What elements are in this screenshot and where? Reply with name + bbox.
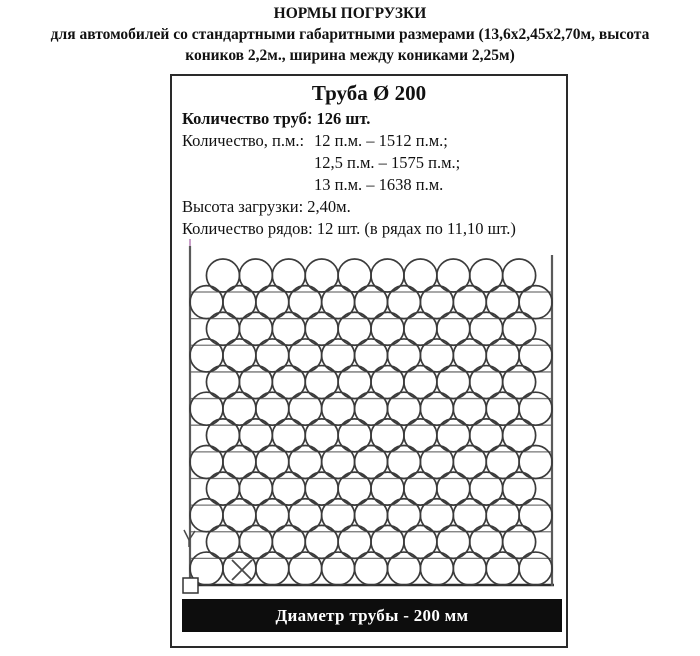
spec-pipe-count: Количество труб: 126 шт. (182, 109, 371, 128)
spec-length-row-1 (182, 130, 566, 152)
page-subtitle-line1: для автомобилей со стандартными габаритными размерами (13,6х2,45х2,70м, высота (50, 26, 650, 43)
spec-length-row-2 (182, 152, 566, 174)
origin-corner-square (183, 578, 198, 593)
pipe-circle (453, 552, 486, 585)
pipe-diameter-text: Диаметр трубы - 200 мм (275, 605, 469, 625)
pipe-diameter-label (182, 599, 562, 632)
pipe-circle (355, 552, 388, 585)
pipe-circle (387, 552, 420, 585)
pipe-circle (322, 552, 355, 585)
norm-card (170, 74, 568, 648)
pipe-circle (486, 552, 519, 585)
pipe-circle (420, 552, 453, 585)
pipe-circle (519, 552, 552, 585)
card-title: Труба Ø 200 (311, 81, 427, 105)
spec-length-row-3 (182, 174, 566, 196)
pipe-stack-diagram (172, 234, 566, 599)
pipe-circle (256, 552, 289, 585)
spec-length-label: Количество, п.м.: (182, 131, 305, 150)
page-title: НОРМЫ ПОГРУЗКИ (273, 5, 427, 22)
pipe-circle (289, 552, 322, 585)
spec-length-value-2: 12,5 п.м. – 1575 п.м.; (314, 153, 461, 172)
page-subtitle-line2: коников 2,2м., ширина между кониками 2,25м) (185, 47, 515, 64)
spec-length-value-1: 12 п.м. – 1512 п.м.; (314, 131, 448, 150)
spec-load-height: Высота загрузки: 2,40м. (182, 197, 351, 216)
spec-rows-info: Количество рядов: 12 шт. (в рядах по 11,10 шт.) (182, 219, 516, 238)
spec-length-value-3: 13 п.м. – 1638 п.м. (314, 175, 444, 194)
page-header (0, 3, 700, 66)
spec-list (182, 108, 566, 240)
